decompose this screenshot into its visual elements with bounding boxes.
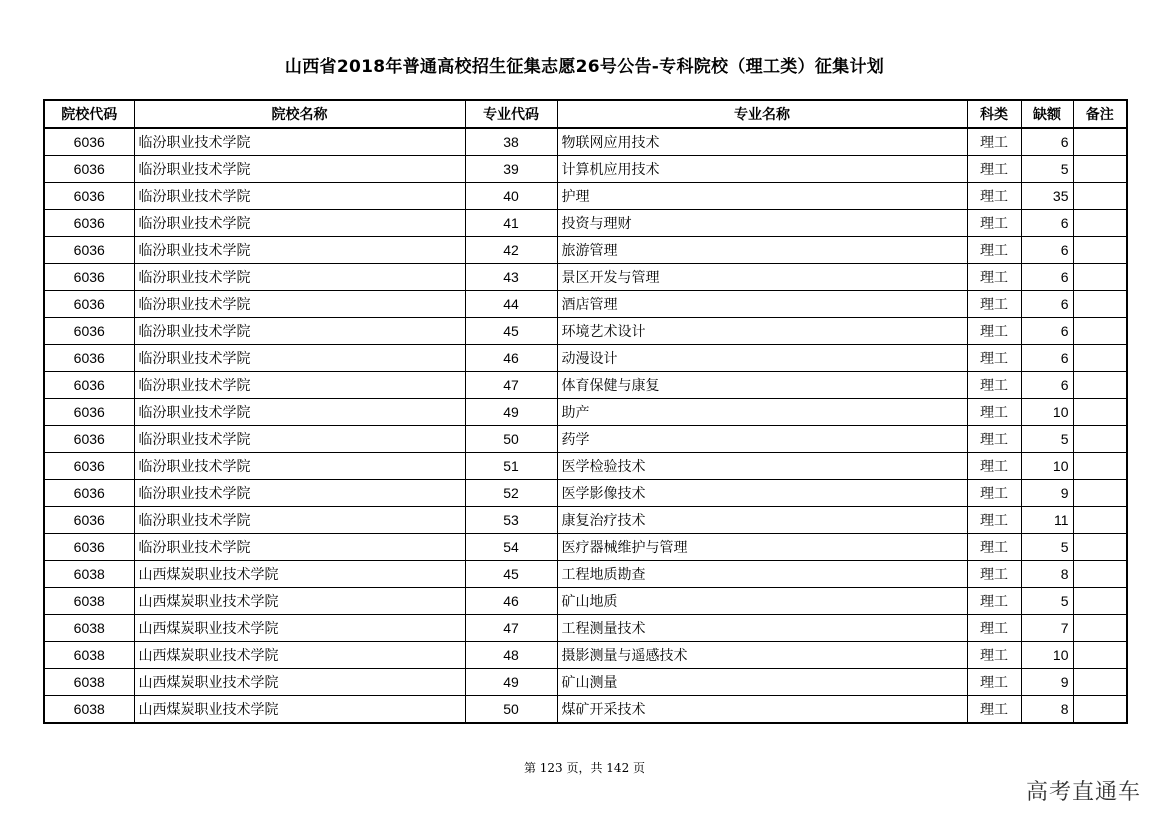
category-cell: 理工: [967, 507, 1021, 534]
vacancy-cell: 9: [1021, 669, 1073, 696]
major-code-cell: 54: [465, 534, 557, 561]
table-row: [44, 453, 1127, 480]
table-row: [44, 156, 1127, 183]
major-name-cell: 工程测量技术: [557, 615, 967, 642]
enrollment-plan-table: [43, 99, 1128, 724]
header-category: 科类: [967, 100, 1021, 128]
category-cell: 理工: [967, 669, 1021, 696]
vacancy-cell: 8: [1021, 561, 1073, 588]
school-code-cell: 6036: [44, 183, 134, 210]
major-code-cell: 48: [465, 642, 557, 669]
major-code-cell: 41: [465, 210, 557, 237]
header-vacancy: 缺额: [1021, 100, 1073, 128]
school-code-cell: 6036: [44, 156, 134, 183]
table-row: [44, 291, 1127, 318]
major-name-cell: 动漫设计: [557, 345, 967, 372]
major-code-cell: 51: [465, 453, 557, 480]
table-row: [44, 318, 1127, 345]
school-code-cell: 6036: [44, 264, 134, 291]
school-name-cell: 临汾职业技术学院: [134, 480, 465, 507]
major-name-cell: 投资与理财: [557, 210, 967, 237]
school-name-cell: 山西煤炭职业技术学院: [134, 588, 465, 615]
school-name-cell: 山西煤炭职业技术学院: [134, 615, 465, 642]
category-cell: 理工: [967, 480, 1021, 507]
remarks-cell: [1073, 480, 1127, 507]
major-code-cell: 44: [465, 291, 557, 318]
vacancy-cell: 7: [1021, 615, 1073, 642]
major-name-cell: 环境艺术设计: [557, 318, 967, 345]
school-name-cell: 临汾职业技术学院: [134, 507, 465, 534]
school-code-cell: 6036: [44, 534, 134, 561]
vacancy-cell: 9: [1021, 480, 1073, 507]
table-row: [44, 345, 1127, 372]
table-row: [44, 399, 1127, 426]
major-code-cell: 53: [465, 507, 557, 534]
school-code-cell: 6038: [44, 696, 134, 724]
remarks-cell: [1073, 372, 1127, 399]
vacancy-cell: 6: [1021, 291, 1073, 318]
school-name-cell: 临汾职业技术学院: [134, 345, 465, 372]
major-name-cell: 工程地质勘查: [557, 561, 967, 588]
major-code-cell: 46: [465, 588, 557, 615]
major-code-cell: 40: [465, 183, 557, 210]
category-cell: 理工: [967, 615, 1021, 642]
school-name-cell: 临汾职业技术学院: [134, 264, 465, 291]
page-number-footer: 第 123 页，共 142 页: [523, 761, 646, 775]
category-cell: 理工: [967, 128, 1021, 156]
category-cell: 理工: [967, 561, 1021, 588]
school-code-cell: 6036: [44, 453, 134, 480]
major-name-cell: 物联网应用技术: [557, 128, 967, 156]
table-row: [44, 372, 1127, 399]
major-code-cell: 45: [465, 318, 557, 345]
remarks-cell: [1073, 345, 1127, 372]
major-name-cell: 医学检验技术: [557, 453, 967, 480]
major-code-cell: 42: [465, 237, 557, 264]
remarks-cell: [1073, 183, 1127, 210]
school-code-cell: 6036: [44, 237, 134, 264]
table-row: [44, 237, 1127, 264]
table-row: [44, 507, 1127, 534]
school-name-cell: 临汾职业技术学院: [134, 453, 465, 480]
remarks-cell: [1073, 507, 1127, 534]
category-cell: 理工: [967, 318, 1021, 345]
school-code-cell: 6038: [44, 588, 134, 615]
table-row: [44, 615, 1127, 642]
category-cell: 理工: [967, 372, 1021, 399]
school-name-cell: 山西煤炭职业技术学院: [134, 642, 465, 669]
major-name-cell: 医疗器械维护与管理: [557, 534, 967, 561]
category-cell: 理工: [967, 237, 1021, 264]
remarks-cell: [1073, 615, 1127, 642]
vacancy-cell: 10: [1021, 399, 1073, 426]
table-row: [44, 642, 1127, 669]
table-row: [44, 696, 1127, 724]
table-row: [44, 534, 1127, 561]
school-name-cell: 临汾职业技术学院: [134, 291, 465, 318]
table-row: [44, 183, 1127, 210]
header-school-name: 院校名称: [134, 100, 465, 128]
major-code-cell: 43: [465, 264, 557, 291]
vacancy-cell: 5: [1021, 588, 1073, 615]
category-cell: 理工: [967, 426, 1021, 453]
header-major-code: 专业代码: [465, 100, 557, 128]
category-cell: 理工: [967, 588, 1021, 615]
major-name-cell: 药学: [557, 426, 967, 453]
school-code-cell: 6038: [44, 669, 134, 696]
header-major-name: 专业名称: [557, 100, 967, 128]
major-name-cell: 体育保健与康复: [557, 372, 967, 399]
school-code-cell: 6036: [44, 345, 134, 372]
remarks-cell: [1073, 399, 1127, 426]
watermark-text: 高考直通车: [1025, 780, 1141, 805]
category-cell: 理工: [967, 183, 1021, 210]
vacancy-cell: 6: [1021, 128, 1073, 156]
school-code-cell: 6036: [44, 291, 134, 318]
vacancy-cell: 6: [1021, 345, 1073, 372]
page-title: 山西省2018年普通高校招生征集志愿26号公告-专科院校（理工类）征集计划: [284, 57, 885, 77]
school-code-cell: 6036: [44, 507, 134, 534]
school-name-cell: 临汾职业技术学院: [134, 426, 465, 453]
table-row: [44, 561, 1127, 588]
school-name-cell: 山西煤炭职业技术学院: [134, 561, 465, 588]
remarks-cell: [1073, 588, 1127, 615]
vacancy-cell: 11: [1021, 507, 1073, 534]
major-name-cell: 景区开发与管理: [557, 264, 967, 291]
school-name-cell: 临汾职业技术学院: [134, 128, 465, 156]
vacancy-cell: 8: [1021, 696, 1073, 724]
category-cell: 理工: [967, 534, 1021, 561]
major-name-cell: 助产: [557, 399, 967, 426]
remarks-cell: [1073, 534, 1127, 561]
school-code-cell: 6036: [44, 372, 134, 399]
major-name-cell: 计算机应用技术: [557, 156, 967, 183]
vacancy-cell: 10: [1021, 453, 1073, 480]
category-cell: 理工: [967, 291, 1021, 318]
school-name-cell: 临汾职业技术学院: [134, 318, 465, 345]
remarks-cell: [1073, 128, 1127, 156]
vacancy-cell: 5: [1021, 426, 1073, 453]
school-name-cell: 山西煤炭职业技术学院: [134, 669, 465, 696]
table-row: [44, 588, 1127, 615]
remarks-cell: [1073, 453, 1127, 480]
vacancy-cell: 6: [1021, 318, 1073, 345]
category-cell: 理工: [967, 264, 1021, 291]
remarks-cell: [1073, 318, 1127, 345]
table-row: [44, 669, 1127, 696]
major-code-cell: 49: [465, 669, 557, 696]
category-cell: 理工: [967, 345, 1021, 372]
school-code-cell: 6036: [44, 210, 134, 237]
school-name-cell: 临汾职业技术学院: [134, 372, 465, 399]
remarks-cell: [1073, 426, 1127, 453]
major-code-cell: 39: [465, 156, 557, 183]
major-code-cell: 50: [465, 426, 557, 453]
table-row: [44, 128, 1127, 156]
school-code-cell: 6036: [44, 318, 134, 345]
vacancy-cell: 5: [1021, 156, 1073, 183]
vacancy-cell: 6: [1021, 237, 1073, 264]
remarks-cell: [1073, 291, 1127, 318]
major-name-cell: 医学影像技术: [557, 480, 967, 507]
major-code-cell: 45: [465, 561, 557, 588]
remarks-cell: [1073, 696, 1127, 724]
major-code-cell: 52: [465, 480, 557, 507]
header-remarks: 备注: [1073, 100, 1127, 128]
category-cell: 理工: [967, 399, 1021, 426]
major-name-cell: 康复治疗技术: [557, 507, 967, 534]
major-code-cell: 46: [465, 345, 557, 372]
remarks-cell: [1073, 210, 1127, 237]
major-name-cell: 摄影测量与遥感技术: [557, 642, 967, 669]
major-name-cell: 煤矿开采技术: [557, 696, 967, 724]
school-name-cell: 临汾职业技术学院: [134, 534, 465, 561]
remarks-cell: [1073, 156, 1127, 183]
school-code-cell: 6038: [44, 561, 134, 588]
school-code-cell: 6036: [44, 399, 134, 426]
major-name-cell: 矿山地质: [557, 588, 967, 615]
school-code-cell: 6038: [44, 642, 134, 669]
school-code-cell: 6038: [44, 615, 134, 642]
category-cell: 理工: [967, 210, 1021, 237]
remarks-cell: [1073, 669, 1127, 696]
table-row: [44, 210, 1127, 237]
category-cell: 理工: [967, 156, 1021, 183]
category-cell: 理工: [967, 696, 1021, 724]
remarks-cell: [1073, 561, 1127, 588]
vacancy-cell: 35: [1021, 183, 1073, 210]
vacancy-cell: 6: [1021, 372, 1073, 399]
major-code-cell: 49: [465, 399, 557, 426]
vacancy-cell: 10: [1021, 642, 1073, 669]
major-code-cell: 38: [465, 128, 557, 156]
remarks-cell: [1073, 642, 1127, 669]
school-name-cell: 临汾职业技术学院: [134, 210, 465, 237]
school-name-cell: 临汾职业技术学院: [134, 183, 465, 210]
major-name-cell: 护理: [557, 183, 967, 210]
category-cell: 理工: [967, 453, 1021, 480]
table-row: [44, 264, 1127, 291]
school-name-cell: 临汾职业技术学院: [134, 399, 465, 426]
vacancy-cell: 5: [1021, 534, 1073, 561]
school-name-cell: 山西煤炭职业技术学院: [134, 696, 465, 724]
school-code-cell: 6036: [44, 480, 134, 507]
category-cell: 理工: [967, 642, 1021, 669]
table-row: [44, 426, 1127, 453]
major-name-cell: 酒店管理: [557, 291, 967, 318]
school-name-cell: 临汾职业技术学院: [134, 237, 465, 264]
major-code-cell: 50: [465, 696, 557, 724]
major-name-cell: 旅游管理: [557, 237, 967, 264]
table-header-row: [44, 100, 1127, 128]
header-school-code: 院校代码: [44, 100, 134, 128]
remarks-cell: [1073, 264, 1127, 291]
table-row: [44, 480, 1127, 507]
major-code-cell: 47: [465, 372, 557, 399]
major-name-cell: 矿山测量: [557, 669, 967, 696]
vacancy-cell: 6: [1021, 264, 1073, 291]
school-name-cell: 临汾职业技术学院: [134, 156, 465, 183]
school-code-cell: 6036: [44, 426, 134, 453]
school-code-cell: 6036: [44, 128, 134, 156]
major-code-cell: 47: [465, 615, 557, 642]
vacancy-cell: 6: [1021, 210, 1073, 237]
remarks-cell: [1073, 237, 1127, 264]
